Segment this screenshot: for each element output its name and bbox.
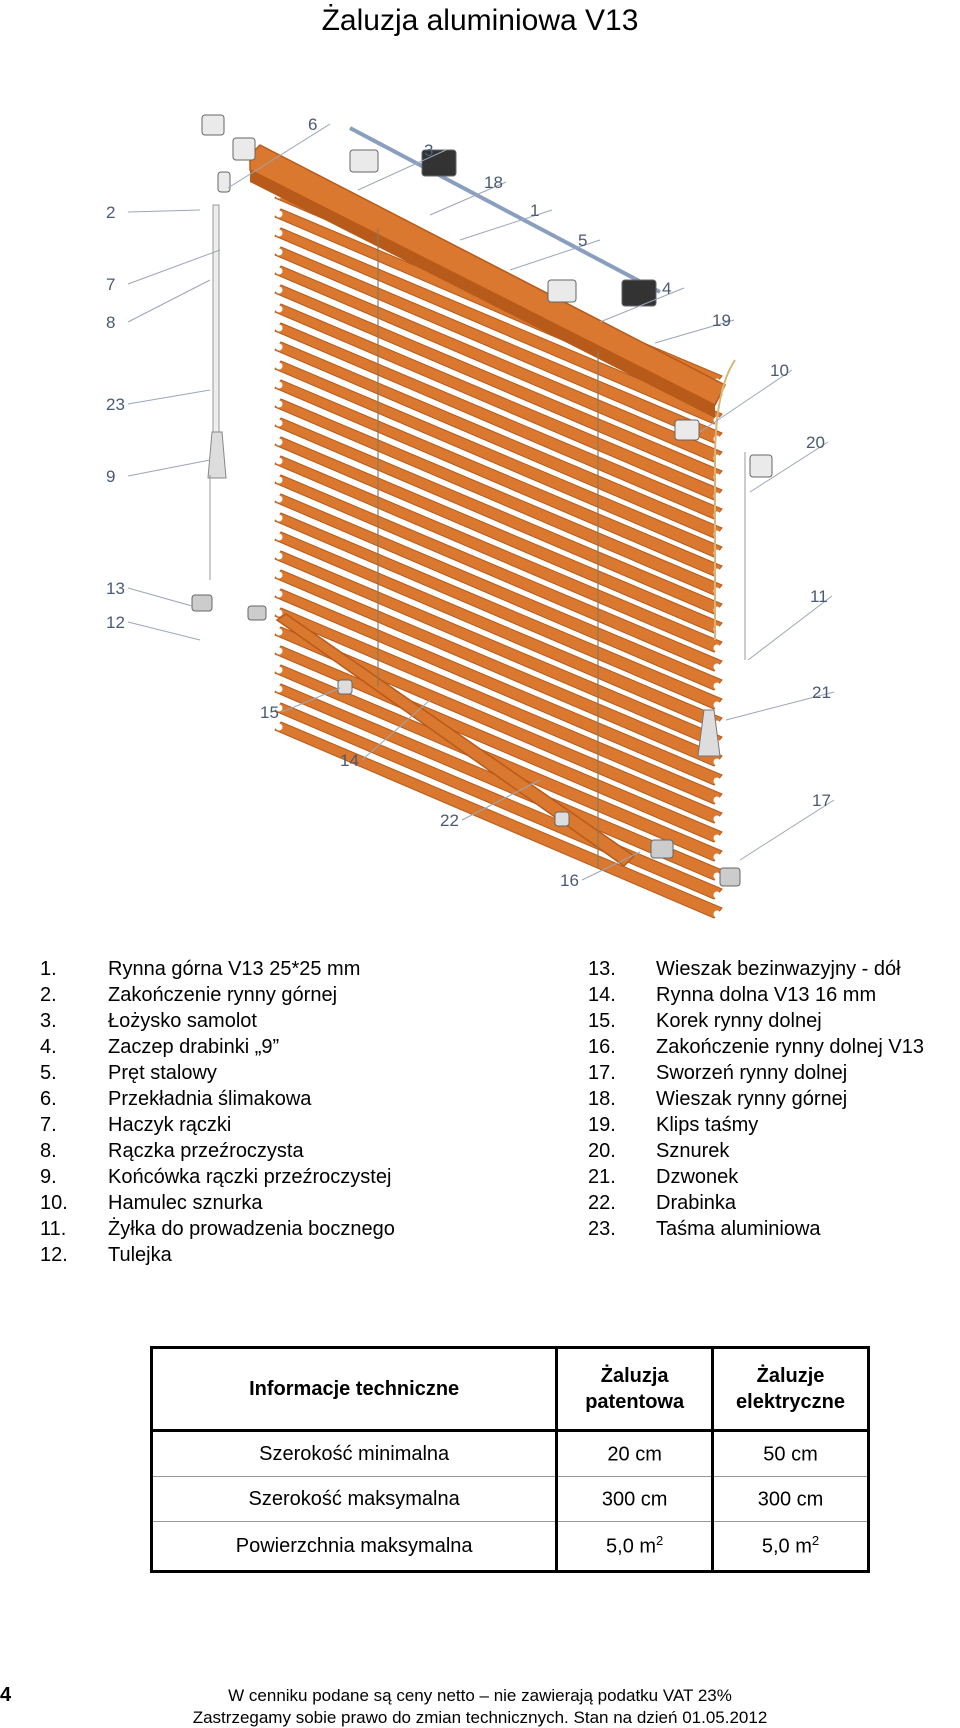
page-title: Żaluzja aluminiowa V13: [321, 4, 639, 37]
part-number: 22.: [588, 1192, 616, 1214]
callout-18: 18: [484, 173, 503, 192]
table-row: [152, 1522, 869, 1572]
part-label: Pręt stalowy: [108, 1062, 217, 1084]
part-label: Końcówka rączki przeźroczystej: [108, 1166, 392, 1188]
slat-end-notch: [276, 553, 283, 560]
electric-value: 5,0 $m^2$: [713, 1522, 869, 1572]
part-label: Żyłka do prowadzenia bocznego: [108, 1218, 395, 1240]
slat-end-notch: [276, 344, 283, 351]
row-label: Szerokość minimalna: [259, 1442, 450, 1465]
header-technical-info: Informacje techniczne: [152, 1348, 557, 1431]
part-item: [588, 1060, 960, 1086]
part-item: [588, 1086, 960, 1112]
part-number: 15.: [588, 1010, 616, 1032]
patent-value: 5,0 $m^2$: [557, 1522, 713, 1572]
part-label: Rynna dolna V13 16 mm: [656, 984, 877, 1006]
slat-end-notch: [714, 854, 721, 861]
part-item: [588, 1216, 960, 1242]
part-item: [40, 1034, 560, 1060]
part-number: 9.: [40, 1166, 57, 1188]
slat-end-notch: [276, 249, 283, 256]
part-label: Klips taśmy: [656, 1114, 759, 1136]
part-label: Tulejka: [108, 1244, 172, 1266]
slat-end-notch: [276, 439, 283, 446]
hardware-part: [202, 115, 224, 135]
part-label: Przekładnia ślimakowa: [108, 1088, 312, 1110]
exploded-blind-diagram: [100, 60, 940, 940]
callout-19: 19: [712, 311, 731, 330]
slat-end-notch: [276, 382, 283, 389]
part-item: [588, 1164, 960, 1190]
callout-16: 16: [560, 871, 579, 890]
part-item: [40, 1164, 560, 1190]
callout-1: 1: [530, 201, 540, 220]
part-number: 7.: [40, 1114, 57, 1136]
slat-end-notch: [276, 230, 283, 237]
part-label: Sznurek: [656, 1140, 730, 1162]
part-label: Wieszak rynny górnej: [656, 1088, 848, 1110]
callout-21: 21: [812, 683, 831, 702]
part-number: 20.: [588, 1140, 616, 1162]
callout-22: 22: [440, 811, 459, 830]
part-item: [40, 1060, 560, 1086]
part-label: Zaczep drabinki „9”: [108, 1036, 280, 1058]
slat-end-notch: [714, 778, 721, 785]
hardware-part: [750, 455, 772, 477]
part-item: [588, 1008, 960, 1034]
slat-end-notch: [276, 686, 283, 693]
callout-6: 6: [308, 115, 318, 134]
slat-end-notch: [714, 835, 721, 842]
slat-end-notch: [276, 515, 283, 522]
technical-info-table: [150, 1346, 870, 1573]
part-label: Zakończenie rynny górnej: [108, 984, 338, 1006]
part-label: Dzwonek: [656, 1166, 739, 1188]
part-label: Haczyk rączki: [108, 1114, 232, 1136]
part-label: Hamulec sznurka: [108, 1192, 263, 1214]
slat-end-notch: [276, 648, 283, 655]
electric-value: 300 cm: [713, 1477, 869, 1522]
footer-change-note: Zastrzegamy sobie prawo do zmian technicznych. Stan na dzień 01.05.2012: [192, 1708, 768, 1727]
slat-end-notch: [276, 496, 283, 503]
slat-end-notch: [276, 287, 283, 294]
part-label: Rączka przeźroczysta: [108, 1140, 304, 1162]
part-number: 2.: [40, 984, 57, 1006]
page-number: 4: [0, 1684, 12, 1706]
hardware-part: [192, 595, 212, 611]
part-label: Zakończenie rynny dolnej V13: [656, 1036, 924, 1058]
part-item: [40, 1216, 560, 1242]
slat-end-notch: [276, 572, 283, 579]
header-electric-blind: Żaluzje elektryczne: [713, 1348, 869, 1431]
part-item: [588, 956, 960, 982]
slat-end-notch: [714, 873, 721, 880]
part-item: [588, 1138, 960, 1164]
callout-leader: [128, 280, 210, 322]
hardware-part: [555, 812, 569, 826]
hardware-part: [218, 172, 230, 192]
parts-list-left: [40, 956, 560, 1268]
slat-end-notch: [276, 591, 283, 598]
hardware-part: [248, 606, 266, 620]
electric-value: 50 cm: [713, 1431, 869, 1477]
slat-end-notch: [714, 892, 721, 899]
hardware-part: [233, 138, 255, 160]
callout-15: 15: [260, 703, 279, 722]
callout-7: 7: [106, 275, 116, 294]
callout-11: 11: [810, 587, 828, 606]
part-item: [40, 956, 560, 982]
footer-vat-note: W cenniku podane są ceny netto – nie zawierają podatku VAT 23%: [228, 1686, 732, 1705]
part-item: [588, 982, 960, 1008]
part-number: 3.: [40, 1010, 57, 1032]
row-label: Powierzchnia maksymalna: [152, 1522, 557, 1572]
part-label: Wieszak bezinwazyjny - dół: [656, 958, 901, 980]
patent-value: 20 cm: [557, 1431, 713, 1477]
slat-end-notch: [714, 664, 721, 671]
slat-end-notch: [714, 797, 721, 804]
callout-leader: [128, 210, 200, 212]
slat-end-notch: [276, 325, 283, 332]
part-item: [40, 1112, 560, 1138]
hardware-part: [675, 420, 699, 440]
callout-5: 5: [578, 231, 588, 250]
slat-end-notch: [714, 759, 721, 766]
callout-10: 10: [770, 361, 789, 380]
callout-leader: [128, 588, 192, 606]
slat-end-notch: [714, 683, 721, 690]
slat-end-notch: [276, 458, 283, 465]
wand-tip: [208, 432, 226, 478]
part-number: 18.: [588, 1088, 616, 1110]
slat-end-notch: [276, 401, 283, 408]
part-item: [40, 1008, 560, 1034]
table-row: [152, 1477, 869, 1522]
callout-13: 13: [106, 579, 125, 598]
clear-wand: [213, 205, 219, 460]
parts-list-right: [588, 956, 960, 1242]
part-item: [588, 1112, 960, 1138]
callout-leader: [128, 460, 210, 476]
slat-end-notch: [276, 268, 283, 275]
slat-end-notch: [276, 420, 283, 427]
hardware-part: [622, 280, 656, 306]
slat-end-notch: [714, 702, 721, 709]
part-number: 14.: [588, 984, 616, 1006]
slat-end-notch: [276, 534, 283, 541]
part-number: 8.: [40, 1140, 57, 1162]
slat-end-notch: [276, 629, 283, 636]
callout-12: 12: [106, 613, 125, 632]
part-number: 12.: [40, 1244, 68, 1266]
table-row: [152, 1431, 869, 1477]
callout-8: 8: [106, 313, 116, 332]
callout-17: 17: [812, 791, 831, 810]
table-header-row: [152, 1348, 869, 1431]
callout-leader: [128, 390, 210, 404]
slat-end-notch: [276, 211, 283, 218]
callout-14: 14: [340, 751, 359, 770]
part-label: Drabinka: [656, 1192, 737, 1214]
part-item: [40, 982, 560, 1008]
callout-4: 4: [662, 279, 672, 298]
slat-end-notch: [276, 610, 283, 617]
part-number: 10.: [40, 1192, 68, 1214]
part-label: Korek rynny dolnej: [656, 1010, 822, 1032]
part-number: 19.: [588, 1114, 616, 1136]
part-item: [588, 1034, 960, 1060]
hardware-part: [350, 150, 378, 172]
part-number: 6.: [40, 1088, 57, 1110]
slat-end-notch: [276, 477, 283, 484]
hardware-part: [338, 680, 352, 694]
hardware-part: [548, 280, 576, 302]
part-number: 1.: [40, 958, 57, 980]
part-item: [40, 1138, 560, 1164]
part-number: 23.: [588, 1218, 616, 1240]
part-number: 21.: [588, 1166, 616, 1188]
hardware-part: [651, 840, 673, 858]
slat-end-notch: [276, 363, 283, 370]
part-number: 13.: [588, 958, 616, 980]
part-item: [40, 1086, 560, 1112]
part-item: [588, 1190, 960, 1216]
part-number: 16.: [588, 1036, 616, 1058]
part-number: 5.: [40, 1062, 57, 1084]
part-label: Sworzeń rynny dolnej: [656, 1062, 848, 1084]
callout-23: 23: [106, 395, 125, 414]
callout-leader: [128, 622, 200, 640]
callout-3: 3: [424, 141, 434, 160]
part-number: 17.: [588, 1062, 616, 1084]
part-number: 11.: [40, 1218, 67, 1240]
part-item: [40, 1190, 560, 1216]
part-label: Rynna górna V13 25*25 mm: [108, 958, 361, 980]
patent-value: 300 cm: [557, 1477, 713, 1522]
part-label: Łożysko samolot: [108, 1010, 257, 1032]
slat-end-notch: [714, 645, 721, 652]
callout-9: 9: [106, 467, 116, 486]
slat-end-notch: [276, 306, 283, 313]
callout-20: 20: [806, 433, 825, 452]
slat-end-notch: [276, 667, 283, 674]
hardware-part: [720, 868, 740, 886]
header-patent-blind: Żaluzja patentowa: [557, 1348, 713, 1431]
callout-2: 2: [106, 203, 116, 222]
row-label: Szerokość maksymalna: [152, 1477, 557, 1522]
part-label: Taśma aluminiowa: [656, 1218, 821, 1240]
part-number: 4.: [40, 1036, 57, 1058]
slat-end-notch: [276, 724, 283, 731]
slat-end-notch: [714, 911, 721, 918]
part-item: [40, 1242, 560, 1268]
callout-leader: [128, 250, 220, 284]
slat-end-notch: [714, 816, 721, 823]
